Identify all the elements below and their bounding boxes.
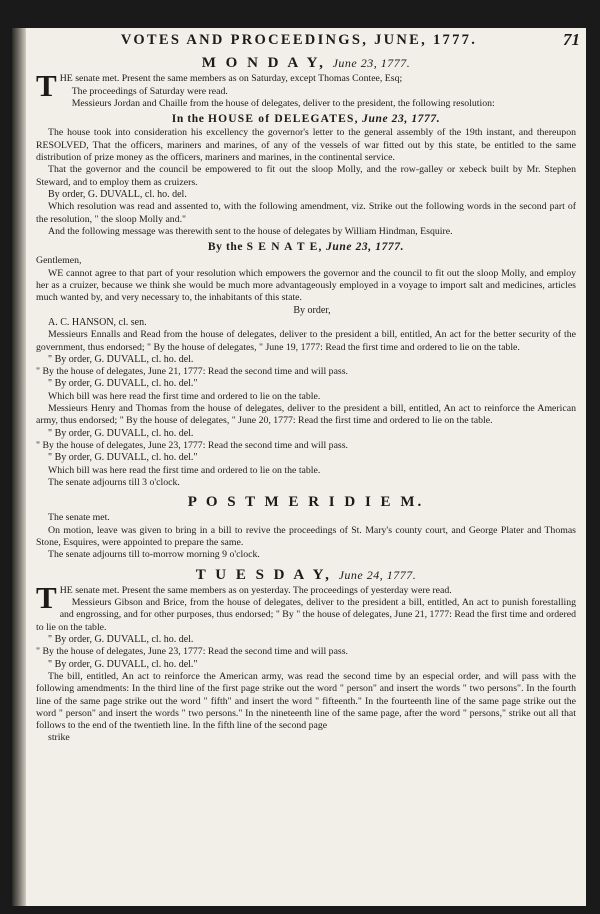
paragraph: The senate met.: [48, 512, 110, 524]
paragraph: Messieurs Jordan and Chaille from the house of delegates, deliver to the president, the following resolution:: [71, 97, 495, 109]
paragraph: The bill, entitled, An act to reinforce the American army, was read the second time by an especial order, and will pass with the following amendments: In the third line of the first page strike out the word " person" and insert the words " two persons". In the fourth line of the same page strike out the word " fifth" and insert the word " fifteenth." In the fourteenth line of the same page strike out the word " person" and insert the words " two persons." In the nineteenth line of the same page, after the word " persons," strike out all that follows to the end of the twentieth line. In the fifth line of the second page: [36, 670, 576, 732]
signature-name: A. C. HANSON, cl. sen.: [48, 316, 147, 328]
signature: " By order, G. DUVALL, cl. ho. del.: [48, 634, 194, 646]
page-number: 71: [563, 30, 580, 49]
signature: " By order, G. DUVALL, cl. ho. del.": [48, 658, 198, 670]
running-head: VOTES AND PROCEEDINGS, JUNE, 1777.: [120, 32, 478, 48]
heading-prefix: By the: [207, 241, 244, 254]
document-page: [12, 28, 586, 906]
paragraph: " By the house of delegates, June 23, 1777: Read the second time and will pass.: [36, 646, 348, 658]
signature: " By order, G. DUVALL, cl. ho. del.": [48, 452, 198, 464]
heading-date: June 23, 1777.: [362, 113, 441, 126]
paragraph: That the governor and the council be empowered to fit out the sloop Molly, and the row-galley or xebeck built by Mr. Stephen Steward, and to employ them as cruizers.: [36, 164, 576, 188]
heading-body: S E N A T E,: [246, 241, 323, 254]
section-heading-house: [36, 113, 576, 125]
adjournment: The senate adjourns till to-morrow morning 9 o'clock.: [48, 549, 260, 561]
paragraph: Which bill was here read the first time and ordered to lie on the table.: [48, 464, 321, 476]
day-heading-tuesday: [36, 562, 576, 585]
signature: " By order, G. DUVALL, cl. ho. del.: [48, 427, 194, 439]
page-content: [36, 50, 576, 906]
paragraph: Messieurs Ennalls and Read from the house of delegates, deliver to the president a bill, entitled, An act for the better security of the government, thus endorsed; " By the house of delegates, " June 19, 1777: Read the first time and ordered to lie on the table.: [36, 329, 576, 353]
signature-by-order: By order,: [293, 304, 331, 316]
paragraph: " By the house of delegates, June 21, 1777: Read the second time and will pass.: [36, 366, 348, 378]
day-date: June 24, 1777.: [338, 567, 417, 582]
paragraph: Which bill was here read the first time and ordered to lie on the table.: [48, 390, 321, 402]
heading-date: June 23, 1777.: [326, 241, 405, 254]
paragraph: And the following message was therewith sent to the house of delegates by William Hindman, Esquire.: [48, 225, 453, 237]
catchword: strike: [48, 732, 70, 744]
paragraph: Which resolution was read and assented to, with the following amendment, viz. Strike out the following words in the second part of the resolution, " the sloop Molly and.": [36, 201, 576, 225]
day-heading-monday: [36, 50, 576, 73]
day-name: M O N D A Y,: [201, 55, 326, 71]
binding-gutter: [12, 28, 26, 906]
salutation: Gentlemen,: [36, 255, 82, 267]
heading-prefix: In the: [171, 113, 205, 126]
paragraph: On motion, leave was given to bring in a bill to revive the proceedings of St. Mary's county court, and George Plater and Thomas Stone, Esquires, were appointed to prepare the same.: [36, 524, 576, 548]
day-date: June 23, 1777.: [332, 56, 411, 70]
signature: " By order, G. DUVALL, cl. ho. del.: [48, 353, 194, 365]
heading-body: HOUSE of DELEGATES,: [207, 113, 359, 126]
day-name: T U E S D A Y,: [195, 566, 332, 583]
adjournment: The senate adjourns till 3 o'clock.: [48, 476, 180, 488]
paragraph: " By the house of delegates, June 23, 1777: Read the second time and will pass.: [36, 439, 348, 451]
drop-cap: T: [36, 68, 57, 104]
signature: By order, G. DUVALL, cl. ho. del.: [48, 188, 187, 200]
paragraph: WE cannot agree to that part of your resolution which empowers the governor and the council to fit out the sloop Molly, and employ her as a cruizer, because we think she would be much more advantageously employed in a voyage to import salt and medicines, articles much wanted by, and very necessary to, the inhabitants of this state.: [36, 267, 576, 304]
paragraph: Messieurs Henry and Thomas from the house of delegates, deliver to the president a bill, entitled, An act to reinforce the American army, thus endorsed; " By the house of delegates, " June 20, 1777: Read the first time and ordered to lie on the table.: [36, 403, 576, 427]
signature: " By order, G. DUVALL, cl. ho. del.": [48, 378, 198, 390]
paragraph: The proceedings of Saturday were read.: [71, 85, 228, 97]
section-heading-senate: [36, 241, 576, 253]
paragraph: The house took into consideration his excellency the governor's letter to the general assembly of the 19th instant, and thereupon RESOLVED, That the officers, mariners and marines, of any of the vessels of war fitted out by this state, be entitled to the same distribution of prize money as the officers, mariners and marines, in the continental service.: [36, 127, 576, 164]
day-heading-post-meridiem: P O S T M E R I D I E M.: [187, 494, 425, 511]
paragraph: Messieurs Gibson and Brice, from the house of delegates, deliver to the president a bill, entitled, An act to punish forestalling and engrossing, and for other purposes, thus endorsed; " By " the house of delegates, June 21, 1777: Read the first time and ordered to lie on the table.: [36, 597, 576, 633]
paragraph-text: HE senate met. Present the same members as on Saturday, except Thomas Contee, Esq;: [59, 73, 403, 85]
drop-cap: T: [36, 579, 57, 615]
paragraph-text: HE senate met. Present the same members as on yesterday. The proceedings of yesterday were read.: [59, 584, 452, 596]
